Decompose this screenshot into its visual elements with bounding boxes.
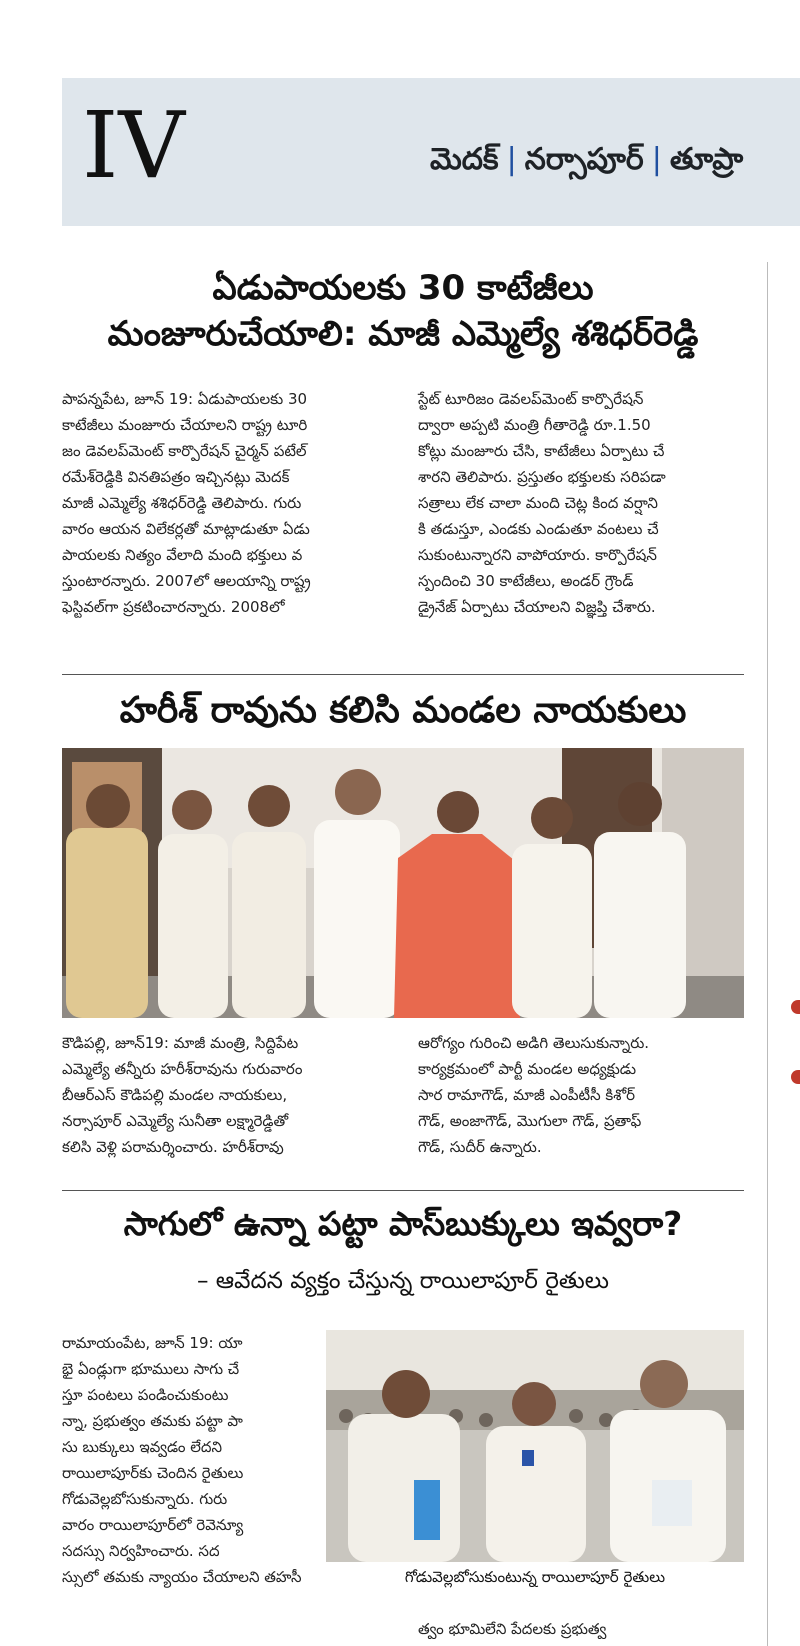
text-line: డ్రైనేజ్ ఏర్పాటు చేయాలని విజ్ఞప్తి చేశారు. xyxy=(418,598,656,616)
story2-headline: హరీశ్ రావును కలిసి మండల నాయకులు xyxy=(119,690,687,731)
group-photo-illustration xyxy=(62,748,744,1018)
text-line: సు బుక్కులు ఇవ్వడం లేదని xyxy=(62,1438,223,1456)
text-line: ఫెస్టివల్‌గా ప్రకటించారన్నారు. 2008లో xyxy=(62,598,285,616)
story3-headline: సాగులో ఉన్నా పట్టా పాస్‌బుక్కులు ఇవ్వరా? xyxy=(123,1204,683,1243)
story2-column-right xyxy=(418,1030,744,1160)
text-line: కాటేజీలు మంజూరు చేయాలని రాష్ట్ర టూరి xyxy=(62,416,308,434)
text-line: సత్రాలు లేక చాలా మంది చెట్ల కింద వర్షాని xyxy=(418,494,658,512)
text-line: సుకుంటున్నారని వాపోయారు. కార్పొరేషన్ xyxy=(418,546,657,564)
text-line: బీఆర్‌ఎస్ కౌడిపల్లి మండల నాయకులు, xyxy=(62,1086,288,1104)
farmers-photo-illustration xyxy=(326,1330,744,1562)
text-line: రామాయంపేట, జూన్ 19: యా xyxy=(62,1334,243,1352)
section-toopran: తూప్రా xyxy=(669,142,744,177)
story1-headline-line1: ఏడుపాయలకు 30 కాటేజీలు xyxy=(212,268,594,308)
story3-subheadline: – ఆవేదన వ్యక్తం చేస్తున్న రాయిలాపూర్ రైతులు xyxy=(196,1268,609,1294)
text-line: కార్యక్రమంలో పార్టీ మండల అధ్యక్షుడు xyxy=(418,1060,637,1078)
story-divider xyxy=(62,674,744,675)
story3-photo-caption: గోడువెల్లబోసుకుంటున్న రాయిలాపూర్ రైతులు xyxy=(326,1562,744,1592)
text-line: రాయిలాపూర్‌కు చెందిన రైతులు xyxy=(62,1464,244,1482)
section-medak: మెదక్ xyxy=(430,142,499,177)
text-line: గోడువెల్లబోసుకున్నారు. గురు xyxy=(62,1490,228,1508)
text-line: భై ఏండ్లుగా భూములు సాగు చే xyxy=(62,1360,240,1378)
edge-marker xyxy=(791,1000,800,1014)
section-separator: | xyxy=(651,142,662,177)
text-line: కోట్లు మంజూరు చేసి, కాటేజీలు ఏర్పాటు చే xyxy=(418,442,665,460)
page-number: IV xyxy=(82,92,185,199)
text-line: వారం రాయిలాపూర్‌లో రెవెన్యూ xyxy=(62,1516,244,1534)
story2-column-left xyxy=(62,1030,388,1160)
column-rule xyxy=(767,262,768,1646)
text-line: కలిసి వెళ్లి పరామర్శించారు. హరీశ్‌రావు xyxy=(62,1138,284,1156)
text-line: ఎమ్మెల్యే తన్నీరు హరీశ్‌రావును గురువారం xyxy=(62,1060,303,1078)
text-line: త్వం భూమిలేని పేదలకు ప్రభుత్వ xyxy=(418,1620,607,1638)
section-separator: | xyxy=(506,142,517,177)
text-line: కి తడుస్తూ, ఎండకు ఎండుతూ వంటలు చే xyxy=(418,520,659,538)
edge-marker xyxy=(791,1070,800,1084)
text-line: ఆరోగ్యం గురించి అడిగి తెలుసుకున్నారు. xyxy=(418,1034,650,1052)
story1-headline-line2: మంజూరుచేయాలి: మాజీ ఎమ్మెల్యే శశిధర్‌రెడ్డి xyxy=(107,314,699,354)
text-line: పాపన్నపేట, జూన్ 19: ఏడుపాయలకు 30 xyxy=(62,390,308,408)
text-line: స్తుంటారన్నారు. 2007లో ఆలయాన్ని రాష్ట్ర xyxy=(62,572,311,590)
text-line: మాజీ ఎమ్మెల్యే శశిధర్‌రెడ్డి తెలిపారు. గురు xyxy=(62,494,302,512)
story1-column-right xyxy=(418,386,744,620)
text-line: స్టేట్ టూరిజం డెవలప్‌మెంట్ కార్పొరేషన్ xyxy=(418,390,644,408)
text-line: శారని తెలిపారు. ప్రస్తుతం భక్తులకు సరిపడా xyxy=(418,468,666,486)
story3-column-right xyxy=(418,1616,744,1642)
text-line: పాయలకు నిత్యం వేలాది మంది భక్తులు వ xyxy=(62,546,303,564)
text-line: స్పందించి 30 కాటేజీలు, అండర్ గ్రౌండ్ xyxy=(418,572,634,590)
text-line: వారం ఆయన విలేకర్లతో మాట్లాడుతూ ఏడు xyxy=(62,520,310,538)
story-divider xyxy=(62,1190,744,1191)
text-line: సార రామాగౌడ్, మాజీ ఎంపీటీసీ కిశోర్ xyxy=(418,1086,636,1104)
text-line: గౌడ్, సుదీర్ ఉన్నారు. xyxy=(418,1138,542,1156)
story3-column-left xyxy=(62,1330,324,1590)
text-line: స్తూ పంటలు పండించుకుంటు xyxy=(62,1386,229,1404)
text-line: కౌడిపల్లి, జూన్19: మాజీ మంత్రి, సిద్దిపేట xyxy=(62,1034,299,1052)
text-line: గౌడ్, అంజాగౌడ్, మొగులా గౌడ్, ప్రతాఫ్ xyxy=(418,1112,642,1130)
text-line: నర్సాపూర్ ఎమ్మెల్యే సునీతా లక్ష్మారెడ్డితో xyxy=(62,1112,289,1130)
section-nav xyxy=(430,142,743,184)
story1-column-left xyxy=(62,386,388,620)
story2-group-photo xyxy=(62,748,744,1018)
text-line: ద్వారా అప్పటి మంత్రి గీతారెడ్డి రూ.1.50 xyxy=(418,416,651,434)
text-line: న్నా, ప్రభుత్వం తమకు పట్టా పా xyxy=(62,1412,243,1430)
text-line: సదస్సు నిర్వహించారు. సద xyxy=(62,1542,220,1560)
section-narsapur: నర్సాపూర్ xyxy=(524,142,644,177)
text-line: రమేశ్‌రెడ్డికి వినతిపత్రం ఇచ్చినట్లు మెదక్ xyxy=(62,468,290,486)
text-line: స్సులో తమకు న్యాయం చేయాలని తహసీ xyxy=(62,1568,302,1586)
text-line: జం డెవలప్‌మెంట్ కార్పొరేషన్ చైర్మన్ పటేల్ xyxy=(62,442,307,460)
story3-farmers-photo xyxy=(326,1330,744,1562)
